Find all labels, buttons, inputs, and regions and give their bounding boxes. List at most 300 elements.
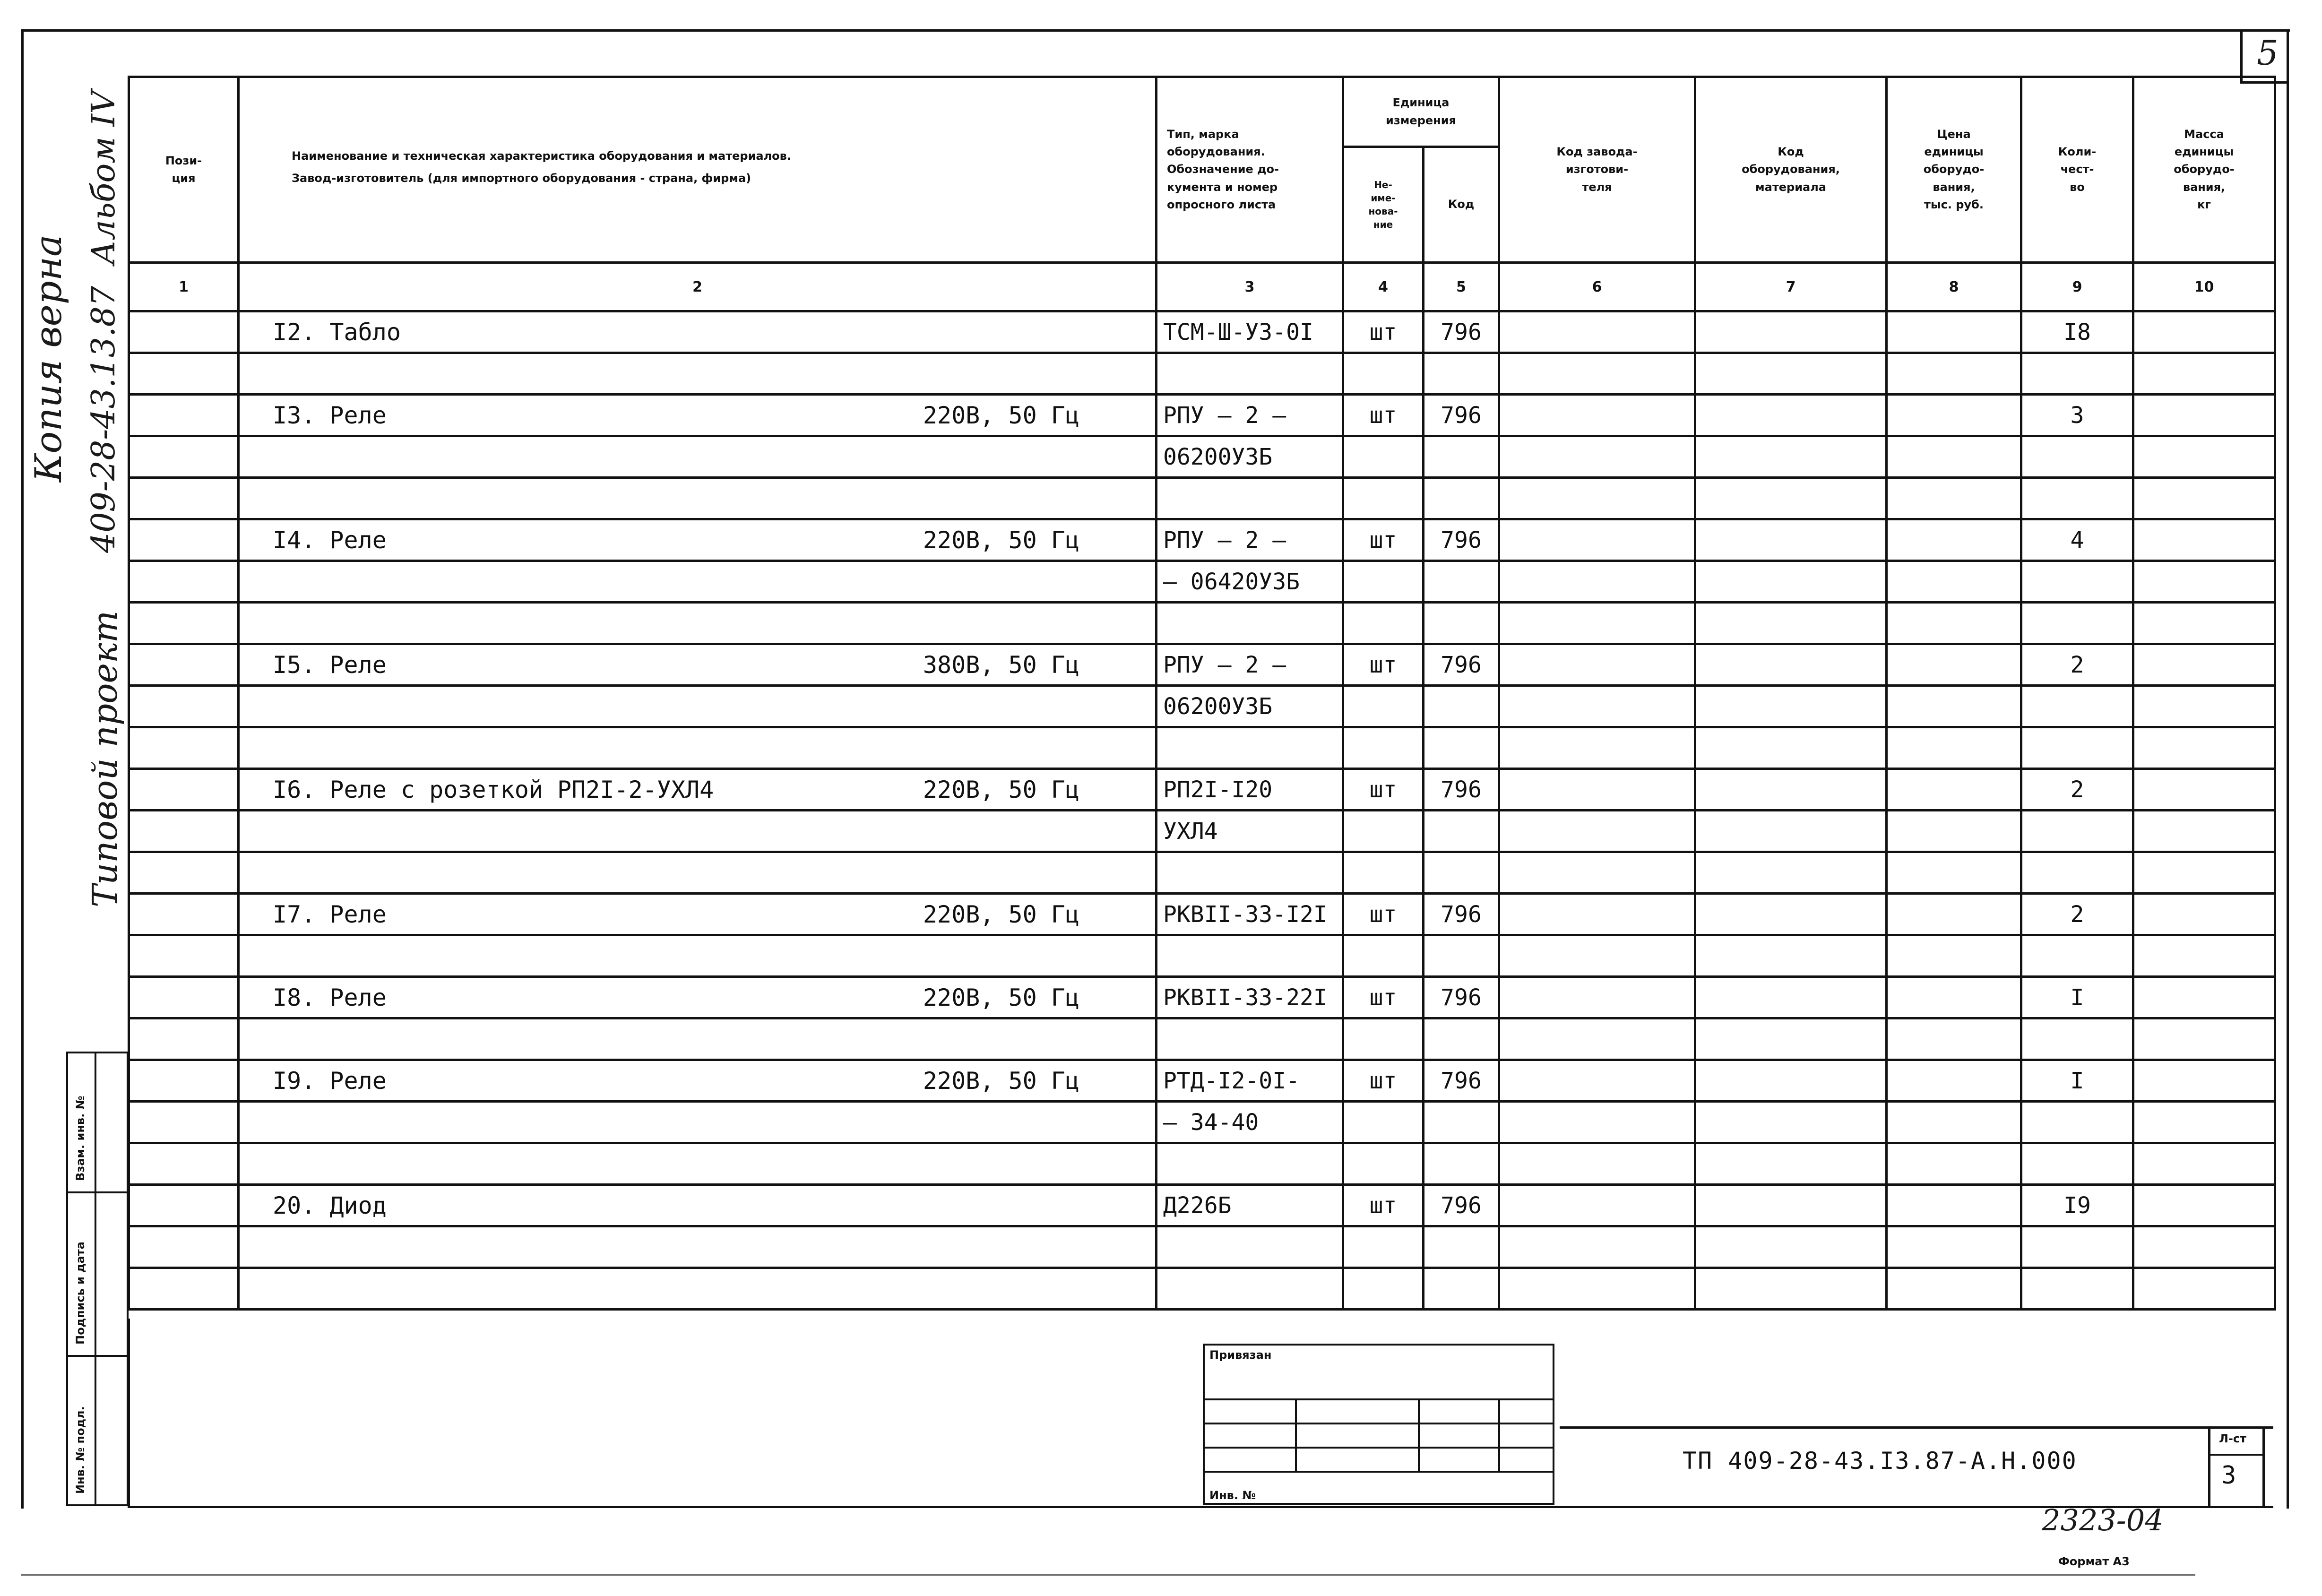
cell-equipment-code (1695, 727, 1887, 769)
cell-unit: шт (1343, 395, 1424, 436)
stamp-inv-no: Инв. № (1209, 1489, 1256, 1502)
cell-mass (2133, 603, 2275, 644)
table-row (129, 519, 2275, 561)
archive-number: 2323-04 (2042, 1503, 2164, 1537)
cell-unit (1343, 353, 1424, 395)
cell-position (129, 686, 239, 727)
column-number: 1 (129, 263, 239, 311)
cell-equipment-code (1695, 894, 1887, 935)
cell-name (239, 436, 1157, 478)
side-label-replace: Взам. инв. № (74, 1096, 87, 1181)
cell-unit-code (1424, 1143, 1499, 1185)
cell-quantity: I (2021, 1060, 2133, 1102)
cell-equipment-code (1695, 644, 1887, 686)
cell-name (239, 727, 1157, 769)
cell-price (1887, 811, 2021, 852)
cell-equipment-code (1695, 1102, 1887, 1143)
cell-equipment-code (1695, 519, 1887, 561)
frame-top (21, 29, 2290, 32)
cell-unit: шт (1343, 769, 1424, 811)
cell-type (1157, 1226, 1343, 1268)
cell-price (1887, 1185, 2021, 1226)
cell-name (239, 1185, 1157, 1226)
cell-price (1887, 1268, 2021, 1310)
cell-position (129, 977, 239, 1018)
cell-name (239, 894, 1157, 935)
cell-equipment-code (1695, 1060, 1887, 1102)
page-number: 5 (2257, 33, 2279, 73)
cell-unit: шт (1343, 644, 1424, 686)
column-number: 10 (2133, 263, 2275, 311)
cell-type: РКВII-33-I2I (1157, 894, 1343, 935)
header-mass: Масса единицы оборудо- вания, кг (2133, 77, 2275, 263)
cell-factory-code (1499, 852, 1695, 894)
header-type: Тип, марка оборудования. Обозначение до- кумента и номер опросного листа (1157, 77, 1343, 263)
cell-unit-code (1424, 436, 1499, 478)
cell-name (239, 603, 1157, 644)
side-label-inventory: Инв. № подл. (74, 1406, 87, 1494)
cell-unit-code (1424, 561, 1499, 603)
item-voltage: 380В, 50 Гц (923, 651, 1079, 679)
cell-mass (2133, 852, 2275, 894)
cell-mass (2133, 686, 2275, 727)
cell-factory-code (1499, 561, 1695, 603)
cell-mass (2133, 769, 2275, 811)
sheet-label: Л-ст (2219, 1432, 2247, 1445)
table-row (129, 852, 2275, 894)
cell-type: РПУ – 2 – (1157, 395, 1343, 436)
header-unit-code: Код (1424, 147, 1499, 263)
cell-unit (1343, 935, 1424, 977)
cell-equipment-code (1695, 1143, 1887, 1185)
cell-unit-code (1424, 1018, 1499, 1060)
cell-factory-code (1499, 395, 1695, 436)
table-row (129, 1018, 2275, 1060)
cell-position (129, 353, 239, 395)
cell-equipment-code (1695, 935, 1887, 977)
sheet-box-right (2262, 1426, 2265, 1506)
column-number: 8 (1887, 263, 2021, 311)
cell-price (1887, 311, 2021, 353)
header-factory-code: Код завода- изготови- теля (1499, 77, 1695, 263)
cell-equipment-code (1695, 1268, 1887, 1310)
cell-type: – 34-40 (1157, 1102, 1343, 1143)
cell-unit (1343, 1143, 1424, 1185)
cell-name (239, 1143, 1157, 1185)
cell-position (129, 478, 239, 519)
cell-mass (2133, 644, 2275, 686)
cell-mass (2133, 353, 2275, 395)
cell-mass (2133, 1018, 2275, 1060)
cell-factory-code (1499, 977, 1695, 1018)
cell-price (1887, 769, 2021, 811)
table-row (129, 353, 2275, 395)
cell-type: РТД-I2-0I- (1157, 1060, 1343, 1102)
cell-price (1887, 561, 2021, 603)
column-number: 9 (2021, 263, 2133, 311)
cell-name (239, 1018, 1157, 1060)
cell-unit-code: 796 (1424, 519, 1499, 561)
cell-position (129, 811, 239, 852)
cell-factory-code (1499, 353, 1695, 395)
cell-quantity (2021, 727, 2133, 769)
cell-name (239, 1102, 1157, 1143)
table-row (129, 811, 2275, 852)
column-number: 4 (1343, 263, 1424, 311)
cell-quantity (2021, 561, 2133, 603)
cell-unit (1343, 561, 1424, 603)
cell-unit (1343, 1018, 1424, 1060)
cell-mass (2133, 436, 2275, 478)
cell-equipment-code (1695, 395, 1887, 436)
table-row (129, 1226, 2275, 1268)
table-row (129, 436, 2275, 478)
cell-unit-code (1424, 1226, 1499, 1268)
cell-quantity (2021, 935, 2133, 977)
cell-factory-code (1499, 1143, 1695, 1185)
cell-type (1157, 478, 1343, 519)
item-voltage: 220В, 50 Гц (923, 983, 1079, 1011)
header-position: Пози- ция (129, 77, 239, 263)
cell-unit-code (1424, 727, 1499, 769)
cell-price (1887, 935, 2021, 977)
column-number-row (129, 263, 2275, 311)
cell-unit: шт (1343, 519, 1424, 561)
cell-position (129, 519, 239, 561)
cell-equipment-code (1695, 686, 1887, 727)
cell-factory-code (1499, 603, 1695, 644)
item-name: I8. Реле (273, 983, 387, 1011)
cell-mass (2133, 1268, 2275, 1310)
cell-price (1887, 727, 2021, 769)
header-name (239, 77, 1157, 263)
cell-equipment-code (1695, 311, 1887, 353)
cell-unit-code: 796 (1424, 977, 1499, 1018)
cell-quantity: 2 (2021, 894, 2133, 935)
column-number: 6 (1499, 263, 1695, 311)
cell-type: РП2I-I20 (1157, 769, 1343, 811)
frame-right (2287, 29, 2289, 1509)
stamp-privyazan: Привязан (1209, 1348, 1272, 1362)
side-approval-strip (66, 1052, 129, 1505)
cell-unit-code: 796 (1424, 311, 1499, 353)
cell-quantity: I (2021, 977, 2133, 1018)
cell-factory-code (1499, 1060, 1695, 1102)
cell-quantity (2021, 1018, 2133, 1060)
cell-position (129, 894, 239, 935)
cell-quantity: I9 (2021, 1185, 2133, 1226)
cell-factory-code (1499, 519, 1695, 561)
cell-quantity: I8 (2021, 311, 2133, 353)
cell-mass (2133, 1143, 2275, 1185)
header-price: Цена единицы оборудо- вания, тыс. руб. (1887, 77, 2021, 263)
project-code-label: 409-28-43.13.87 (85, 285, 122, 553)
cell-price (1887, 852, 2021, 894)
cell-position (129, 1143, 239, 1185)
cell-position (129, 311, 239, 353)
typical-project-label: Типовой проект (85, 610, 125, 907)
cell-unit-code (1424, 686, 1499, 727)
table-row (129, 894, 2275, 935)
cell-mass (2133, 395, 2275, 436)
header-name-line2: Завод-изготовитель (для импортного оборудования - страна, фирма) (292, 171, 751, 185)
cell-price (1887, 644, 2021, 686)
sheet-box-left (2208, 1426, 2210, 1506)
item-name: I9. Реле (273, 1067, 387, 1095)
item-name: I2. Табло (273, 318, 401, 346)
cell-type: Д226Б (1157, 1185, 1343, 1226)
cell-unit-code: 796 (1424, 769, 1499, 811)
cell-mass (2133, 478, 2275, 519)
cell-unit (1343, 436, 1424, 478)
cell-quantity (2021, 1268, 2133, 1310)
cell-unit-code: 796 (1424, 1060, 1499, 1102)
cell-unit: шт (1343, 311, 1424, 353)
table-row (129, 977, 2275, 1018)
cell-price (1887, 686, 2021, 727)
frame-left (21, 29, 24, 1509)
cell-name (239, 811, 1157, 852)
cell-type: – 06420УЗБ (1157, 561, 1343, 603)
cell-name (239, 769, 1157, 811)
cell-type (1157, 1143, 1343, 1185)
item-voltage: 220В, 50 Гц (923, 1067, 1079, 1095)
cell-price (1887, 519, 2021, 561)
item-voltage: 220В, 50 Гц (923, 526, 1079, 554)
table-row (129, 1102, 2275, 1143)
cell-unit: шт (1343, 1185, 1424, 1226)
cell-mass (2133, 894, 2275, 935)
column-number: 7 (1695, 263, 1887, 311)
cell-quantity (2021, 811, 2133, 852)
cell-equipment-code (1695, 977, 1887, 1018)
cell-name (239, 977, 1157, 1018)
cell-unit-code: 796 (1424, 395, 1499, 436)
cell-unit (1343, 478, 1424, 519)
table-row (129, 686, 2275, 727)
cell-quantity (2021, 436, 2133, 478)
cell-price (1887, 977, 2021, 1018)
cell-position (129, 644, 239, 686)
side-cell-replace (66, 1052, 129, 1193)
cell-name (239, 644, 1157, 686)
cell-quantity (2021, 353, 2133, 395)
table-row (129, 727, 2275, 769)
album-label: Альбом IV (85, 90, 122, 265)
cell-mass (2133, 727, 2275, 769)
cell-position (129, 1268, 239, 1310)
cell-position (129, 727, 239, 769)
cell-mass (2133, 561, 2275, 603)
table-row (129, 603, 2275, 644)
header-unit: Единица измерения (1343, 77, 1499, 147)
cell-name (239, 353, 1157, 395)
cell-unit (1343, 1102, 1424, 1143)
table-row (129, 311, 2275, 353)
cell-quantity (2021, 852, 2133, 894)
item-name: I3. Реле (273, 401, 387, 429)
cell-mass (2133, 1060, 2275, 1102)
item-voltage: 220В, 50 Гц (923, 776, 1079, 803)
side-label-signature: Подпись и дата (74, 1242, 87, 1345)
cell-name (239, 935, 1157, 977)
cell-mass (2133, 1185, 2275, 1226)
cell-price (1887, 1018, 2021, 1060)
cell-position (129, 1185, 239, 1226)
cell-unit-code (1424, 852, 1499, 894)
item-name: I6. Реле с розеткой РП2I-2-УХЛ4 (273, 776, 714, 803)
cell-type: РПУ – 2 – (1157, 519, 1343, 561)
cell-unit (1343, 811, 1424, 852)
cell-type: РКВII-33-22I (1157, 977, 1343, 1018)
document-code: ТП 409-28-43.I3.87-А.Н.000 (1683, 1447, 2077, 1475)
cell-price (1887, 603, 2021, 644)
item-name: I7. Реле (273, 900, 387, 928)
cell-factory-code (1499, 894, 1695, 935)
cell-type: УХЛ4 (1157, 811, 1343, 852)
cell-quantity: 3 (2021, 395, 2133, 436)
cell-price (1887, 436, 2021, 478)
binding-stamp (1203, 1344, 1554, 1505)
cell-name (239, 686, 1157, 727)
cell-type (1157, 935, 1343, 977)
cell-equipment-code (1695, 769, 1887, 811)
cell-name (239, 561, 1157, 603)
cell-unit (1343, 852, 1424, 894)
cell-factory-code (1499, 727, 1695, 769)
cell-mass (2133, 1102, 2275, 1143)
format-label: Формат А3 (2058, 1555, 2130, 1568)
cell-mass (2133, 519, 2275, 561)
cell-position (129, 1102, 239, 1143)
cell-position (129, 1226, 239, 1268)
cell-mass (2133, 811, 2275, 852)
lower-frame-left (128, 1319, 130, 1508)
item-voltage: 220В, 50 Гц (923, 900, 1079, 928)
cell-factory-code (1499, 1268, 1695, 1310)
cell-unit (1343, 727, 1424, 769)
cell-factory-code (1499, 935, 1695, 977)
cell-position (129, 395, 239, 436)
cell-price (1887, 1060, 2021, 1102)
cell-unit-code (1424, 478, 1499, 519)
cell-unit-code (1424, 603, 1499, 644)
lower-frame-bottom (128, 1506, 2273, 1508)
cell-unit (1343, 1226, 1424, 1268)
cell-type: РПУ – 2 – (1157, 644, 1343, 686)
cell-position (129, 935, 239, 977)
cell-name (239, 1060, 1157, 1102)
cell-equipment-code (1695, 852, 1887, 894)
cell-type: ТСМ-Ш-УЗ-0I (1157, 311, 1343, 353)
table-row (129, 1185, 2275, 1226)
cell-quantity: 4 (2021, 519, 2133, 561)
cell-name (239, 519, 1157, 561)
cell-factory-code (1499, 811, 1695, 852)
table-row (129, 769, 2275, 811)
title-block-top (1560, 1426, 2273, 1429)
cell-quantity (2021, 686, 2133, 727)
header-unit-name: Не- име- нова- ние (1343, 147, 1424, 263)
cell-type (1157, 1268, 1343, 1310)
table-row (129, 1268, 2275, 1310)
item-name: I5. Реле (273, 651, 387, 679)
cell-unit (1343, 603, 1424, 644)
cell-mass (2133, 935, 2275, 977)
cell-factory-code (1499, 1226, 1695, 1268)
cell-unit: шт (1343, 894, 1424, 935)
item-name: I4. Реле (273, 526, 387, 554)
cell-position (129, 852, 239, 894)
column-number: 3 (1157, 263, 1343, 311)
table-row (129, 561, 2275, 603)
cell-factory-code (1499, 1185, 1695, 1226)
cell-unit: шт (1343, 977, 1424, 1018)
cell-factory-code (1499, 1102, 1695, 1143)
cell-factory-code (1499, 686, 1695, 727)
specification-table (128, 76, 2276, 1311)
cell-factory-code (1499, 436, 1695, 478)
cell-price (1887, 1226, 2021, 1268)
cell-quantity (2021, 1226, 2133, 1268)
cell-name (239, 1268, 1157, 1310)
table-row (129, 644, 2275, 686)
column-number: 5 (1424, 263, 1499, 311)
item-name: 20. Диод (273, 1191, 387, 1219)
side-cell-inventory (66, 1355, 129, 1506)
cell-mass (2133, 977, 2275, 1018)
cell-factory-code (1499, 769, 1695, 811)
cell-unit-code: 796 (1424, 644, 1499, 686)
cell-price (1887, 1143, 2021, 1185)
cell-name (239, 395, 1157, 436)
cell-type (1157, 852, 1343, 894)
cell-equipment-code (1695, 603, 1887, 644)
cell-equipment-code (1695, 353, 1887, 395)
cell-type (1157, 1018, 1343, 1060)
cell-unit-code: 796 (1424, 894, 1499, 935)
cell-equipment-code (1695, 436, 1887, 478)
cell-price (1887, 894, 2021, 935)
copy-verified-label: Копия верна (27, 234, 70, 482)
cell-equipment-code (1695, 478, 1887, 519)
cell-quantity: 2 (2021, 644, 2133, 686)
cell-mass (2133, 1226, 2275, 1268)
cell-equipment-code (1695, 1226, 1887, 1268)
cell-position (129, 603, 239, 644)
cell-unit (1343, 1268, 1424, 1310)
cell-quantity (2021, 603, 2133, 644)
cell-factory-code (1499, 1018, 1695, 1060)
cell-factory-code (1499, 311, 1695, 353)
cell-position (129, 1060, 239, 1102)
cell-position (129, 1018, 239, 1060)
cell-equipment-code (1695, 1018, 1887, 1060)
table-row (129, 1143, 2275, 1185)
cell-equipment-code (1695, 811, 1887, 852)
sheet-number: 3 (2221, 1461, 2236, 1490)
cell-price (1887, 478, 2021, 519)
cell-type (1157, 353, 1343, 395)
cell-name (239, 852, 1157, 894)
cell-unit-code: 796 (1424, 1185, 1499, 1226)
header-name-line1: Наименование и техническая характеристика оборудования и материалов. (292, 149, 791, 163)
cell-type: 06200УЗБ (1157, 686, 1343, 727)
cell-name (239, 1226, 1157, 1268)
header-equipment-code: Код оборудования, материала (1695, 77, 1887, 263)
cell-quantity (2021, 1143, 2133, 1185)
item-voltage: 220В, 50 Гц (923, 401, 1079, 429)
